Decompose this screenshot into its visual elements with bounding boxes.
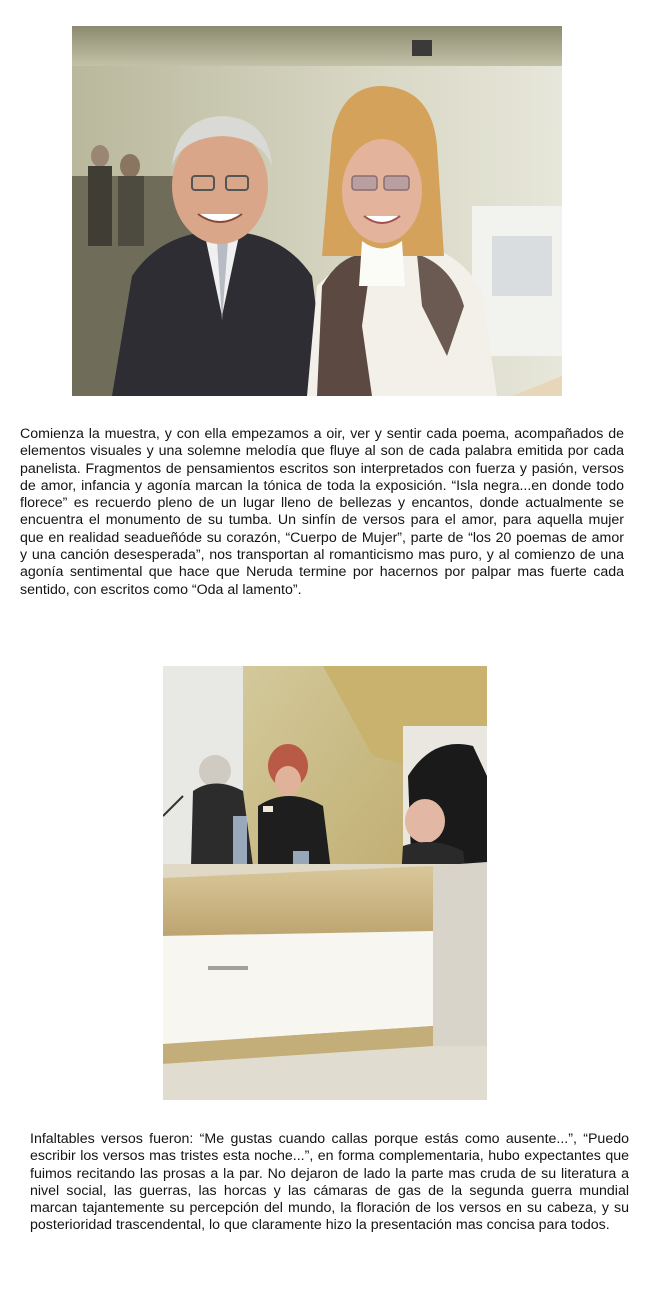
photo-couple-smiling (72, 26, 562, 396)
photo-panelists-lectern (163, 666, 487, 1100)
body-paragraph-1: Comienza la muestra, y con ella empezamos a oir, ver y sentir cada poema, acompañados de elementos visuales y una solemne melodía que fluye al son de cada palabra emitida por cada panelista. Fragmentos de pensamientos escritos son interpretados con fuerza y pasión, versos de amor, infancia y agonía marcan la tónica de toda la exposición. “Isla negra...en donde todo florece” es recuerdo pleno de un lugar lleno de bellezas y encantos, donde actualmente se encuentra el monumento de su tumba. Un sinfín de versos para el amor, para aquella mujer que en realidad seadueñóde su corazón, “Cuerpo de Mujer”, parte de “los 20 poemas de amor y una canción desesperada”, nos transportan al romanticismo mas puro, y al comienzo de una agonía sentimental que hace que Neruda termine por hacernos por palpar mas fuerte cada sentido, con escritos como “Oda al lamento”. (20, 426, 624, 598)
photo-panelists-illustration (163, 666, 487, 1100)
body-paragraph-2: Infaltables versos fueron: “Me gustas cuando callas porque estás como ausente...”, “Puedo escribir los versos mas tristes esta noche...”, en forma complementaria, hubo expectantes que fuimos recitando las prosas a la par. No dejaron de lado la parte mas cruda de su literatura a nivel social, las guerras, las horcas y las cámaras de gas de la segunda guerra mundial marcan tajantemente su percepción del mundo, la floración de los versos en su cabeza, y su posterioridad trascendental, lo que claramente hizo la presentación mas concisa para todos. (30, 1131, 629, 1234)
photo-couple-illustration (72, 26, 562, 396)
